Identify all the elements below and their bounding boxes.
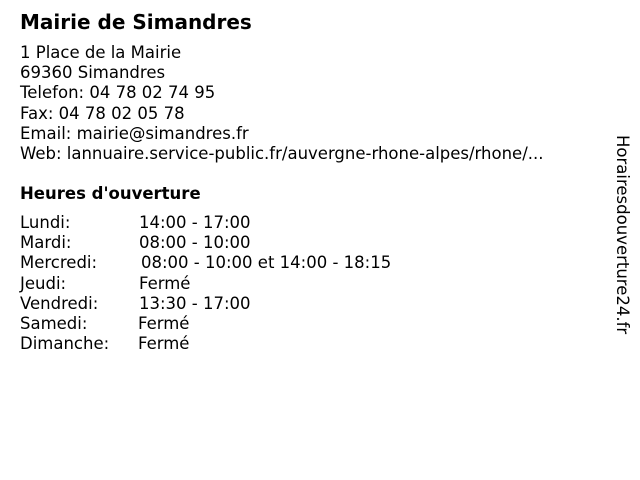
watermark-text: Horairesdouverture24.fr [613,135,632,335]
email-address: Email: mairie@simandres.fr [20,123,249,143]
day-label: Jeudi: [20,273,67,293]
day-label: Samedi: [20,313,88,333]
time-value: 08:00 - 10:00 [139,233,251,253]
phone-number: Telefon: 04 78 02 74 95 [20,83,216,103]
time-value: 14:00 - 17:00 [139,213,251,232]
day-label: Dimanche: [20,334,110,354]
site-watermark [613,135,635,345]
day-label: Vendredi: [20,293,99,313]
postal-city: 69360 Simandres [20,63,166,83]
day-label: Lundi: [20,213,71,232]
time-value: Fermé [138,334,190,354]
time-value: Fermé [139,273,191,293]
day-label: Mardi: [20,233,72,253]
time-value: 13:30 - 17:00 [139,293,251,313]
website-link: Web: lannuaire.service-public.fr/auvergne-rhone-alpes/rhone/... [20,144,544,164]
hours-heading: Heures d'ouverture [20,184,201,203]
page-title: Mairie de Simandres [20,10,252,34]
street-address: 1 Place de la Mairie [20,43,182,62]
time-value: 08:00 - 10:00 et 14:00 - 18:15 [141,253,392,273]
address-block [20,43,544,164]
time-value: Fermé [138,313,190,333]
fax-number: Fax: 04 78 02 05 78 [20,103,185,123]
day-label: Mercredi: [20,253,98,273]
